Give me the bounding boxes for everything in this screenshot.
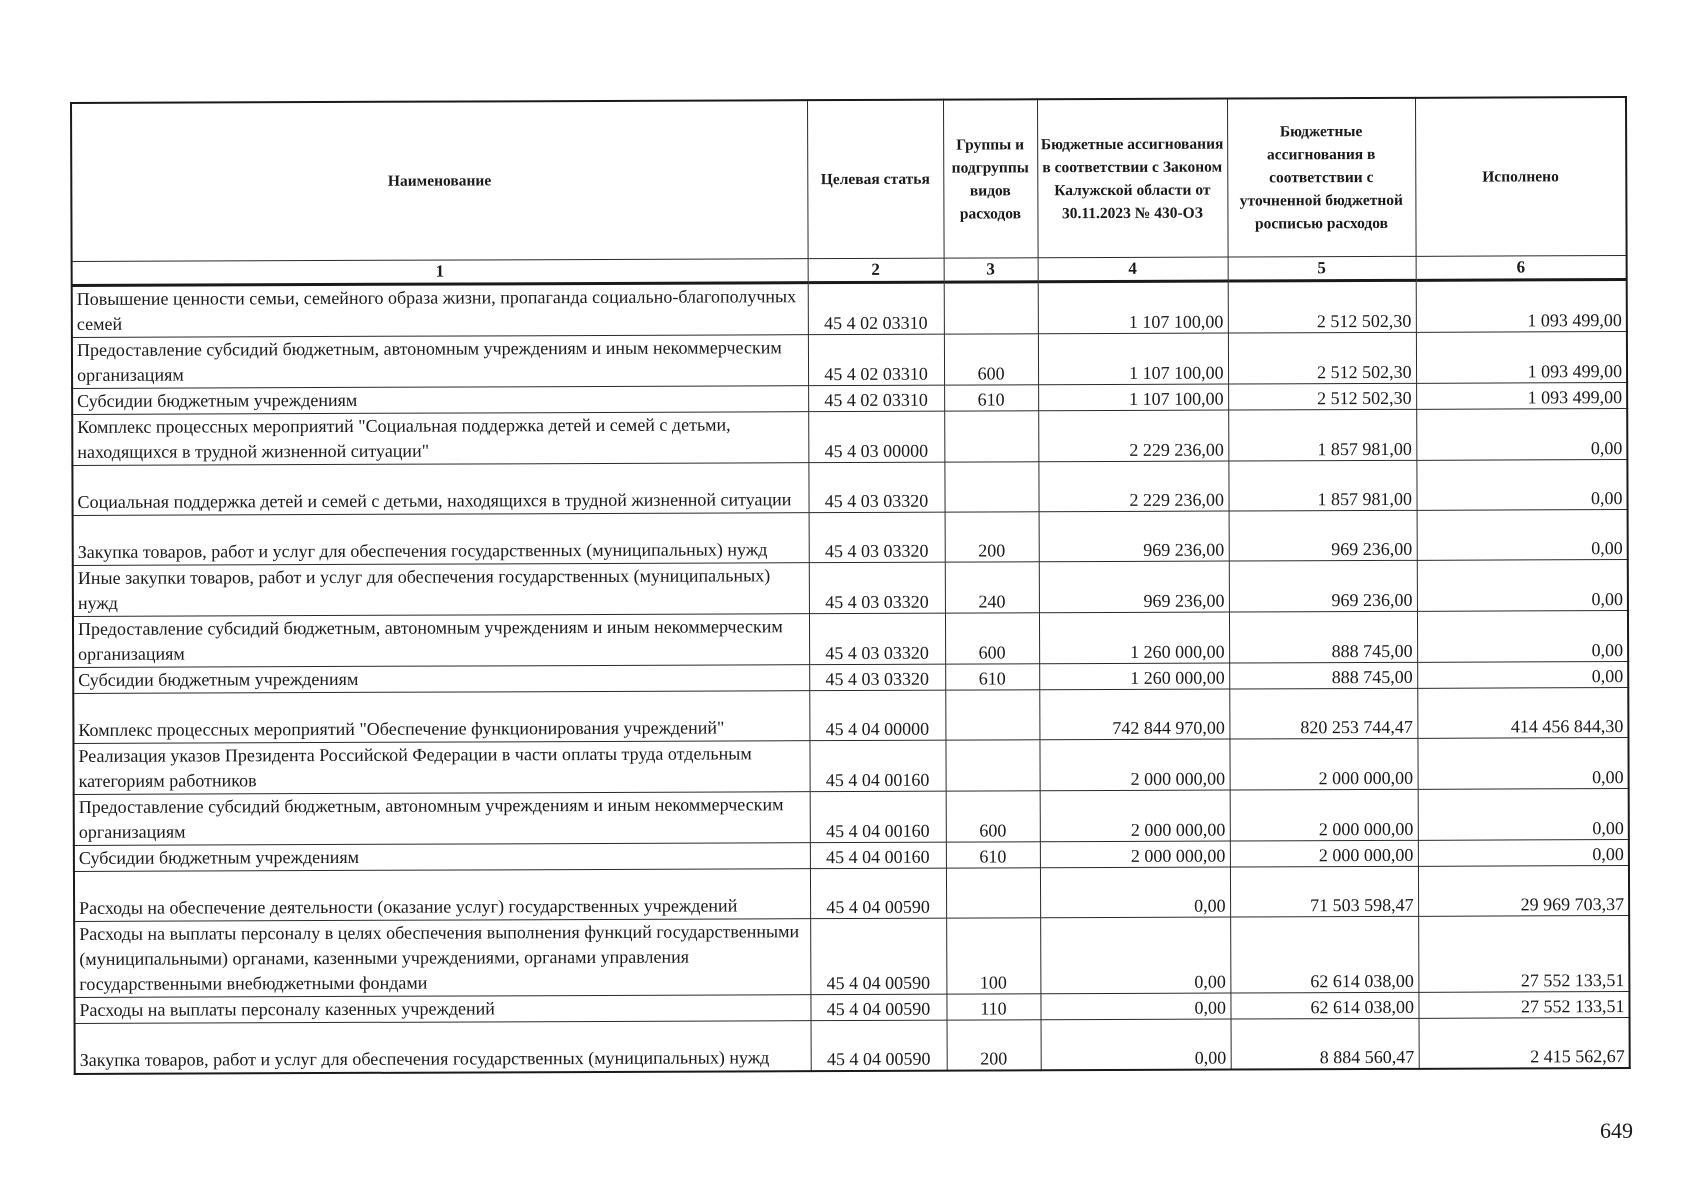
row-law-amount: 0,00 <box>1040 993 1230 1020</box>
row-target-article: 45 4 04 00160 <box>809 740 945 792</box>
row-executed-amount: 0,00 <box>1417 611 1628 663</box>
row-law-amount: 969 236,00 <box>1039 511 1229 562</box>
row-plan-amount: 71 503 598,47 <box>1230 866 1418 917</box>
row-law-amount: 2 000 000,00 <box>1040 841 1230 868</box>
table-row <box>73 738 1628 795</box>
column-number: 2 <box>808 258 944 283</box>
row-expense-group <box>945 740 1039 791</box>
table-row <box>74 866 1629 922</box>
row-executed-amount: 0,00 <box>1416 460 1627 511</box>
row-plan-amount: 888 745,00 <box>1229 611 1417 663</box>
header-executed: Исполнено <box>1415 97 1627 256</box>
row-law-amount: 2 000 000,00 <box>1040 790 1230 842</box>
column-number: 1 <box>72 259 808 286</box>
row-name: Субсидии бюджетным учреждениям <box>74 843 810 872</box>
row-executed-amount: 27 552 133,51 <box>1418 992 1629 1019</box>
row-law-amount: 2 000 000,00 <box>1039 739 1229 791</box>
table-row <box>72 332 1627 389</box>
table-row <box>72 280 1627 338</box>
row-target-article: 45 4 03 03320 <box>809 512 945 563</box>
table-row <box>73 560 1628 617</box>
row-plan-amount: 2 512 502,30 <box>1228 383 1416 410</box>
row-target-article: 45 4 03 03320 <box>809 664 945 691</box>
row-name: Повышение ценности семьи, семейного образа жизни, пропаганда социально-благополучных семей <box>72 283 808 338</box>
row-target-article: 45 4 04 00160 <box>810 842 946 869</box>
row-target-article: 45 4 02 03310 <box>808 334 944 386</box>
row-target-article: 45 4 03 03320 <box>809 613 945 665</box>
column-number: 4 <box>1038 257 1228 282</box>
row-target-article: 45 4 02 03310 <box>808 282 944 335</box>
row-law-amount: 0,00 <box>1040 867 1230 918</box>
row-target-article: 45 4 04 00590 <box>811 1020 947 1071</box>
row-expense-group <box>944 462 1038 512</box>
row-target-article: 45 4 03 03320 <box>809 562 945 614</box>
row-expense-group: 100 <box>946 918 1040 994</box>
row-expense-group <box>944 282 1038 334</box>
row-plan-amount: 62 614 038,00 <box>1230 916 1418 993</box>
row-target-article: 45 4 02 03310 <box>808 385 944 412</box>
row-name: Реализация указов Президента Российской Федерации в части оплаты труда отдельным категориям работников <box>73 741 809 795</box>
row-plan-amount: 888 745,00 <box>1229 662 1417 689</box>
row-executed-amount: 0,00 <box>1417 560 1628 612</box>
row-name: Расходы на выплаты персоналу казенных учреждений <box>74 995 810 1024</box>
row-plan-amount: 1 857 981,00 <box>1228 460 1416 511</box>
row-name: Комплекс процессных мероприятий "Социальная поддержка детей и семей с детьми, находящихся в трудной жизненной ситуации" <box>72 412 808 466</box>
header-refined-allocations: Бюджетные ассигнования в соответствии с уточненной бюджетной росписью расходов <box>1227 98 1416 257</box>
row-plan-amount: 62 614 038,00 <box>1230 992 1418 1019</box>
row-name: Расходы на выплаты персоналу в целях обеспечения выполнения функций государственными (муниципальными) органами, казенными учреждениями, органами управления государственными внебюджетными фондами <box>74 919 810 998</box>
row-name: Социальная поддержка детей и семей с детьми, находящихся в трудной жизненной ситуации <box>72 463 808 516</box>
row-expense-group: 110 <box>946 994 1040 1020</box>
row-executed-amount: 1 093 499,00 <box>1416 280 1627 333</box>
row-law-amount: 1 107 100,00 <box>1038 281 1228 334</box>
row-name: Предоставление субсидий бюджетным, автономным учреждениям и иным некоммерческим организациям <box>72 335 808 389</box>
row-executed-amount: 29 969 703,37 <box>1418 866 1629 917</box>
row-law-amount: 1 260 000,00 <box>1039 663 1229 690</box>
row-target-article: 45 4 04 00160 <box>810 791 946 843</box>
row-plan-amount: 2 512 502,30 <box>1228 332 1416 384</box>
column-number: 6 <box>1416 256 1627 281</box>
row-name: Субсидии бюджетным учреждениям <box>72 386 808 415</box>
row-law-amount: 2 229 236,00 <box>1038 461 1228 512</box>
row-expense-group: 610 <box>946 842 1040 868</box>
table-row <box>73 688 1628 744</box>
row-law-amount: 1 260 000,00 <box>1039 612 1229 664</box>
row-executed-amount: 0,00 <box>1416 409 1627 461</box>
row-name: Расходы на обеспечение деятельности (оказание услуг) государственных учреждений <box>74 869 810 922</box>
row-expense-group: 240 <box>945 562 1039 613</box>
row-plan-amount: 1 857 981,00 <box>1228 409 1416 461</box>
row-executed-amount: 0,00 <box>1417 662 1628 689</box>
row-target-article: 45 4 03 00000 <box>808 411 944 463</box>
column-number: 3 <box>944 258 1038 282</box>
budget-table <box>70 96 1631 1074</box>
row-expense-group: 200 <box>945 512 1039 562</box>
row-name: Комплекс процессных мероприятий "Обеспечение функционирования учреждений" <box>73 691 809 744</box>
header-target-article: Целевая статья <box>807 100 944 259</box>
row-law-amount: 2 229 236,00 <box>1038 410 1228 462</box>
row-target-article: 45 4 04 00590 <box>810 868 946 919</box>
row-name: Предоставление субсидий бюджетным, автономным учреждениям и иным некоммерческим организациям <box>74 792 810 846</box>
row-plan-amount: 969 236,00 <box>1229 510 1417 561</box>
row-law-amount: 1 107 100,00 <box>1038 333 1228 385</box>
row-executed-amount: 0,00 <box>1417 510 1628 561</box>
table-header <box>71 97 1627 285</box>
row-expense-group <box>945 690 1039 740</box>
header-expense-groups: Группы и подгруппы видов расходов <box>943 99 1038 258</box>
row-plan-amount: 2 512 502,30 <box>1228 280 1416 333</box>
header-row <box>71 97 1627 261</box>
row-executed-amount: 1 093 499,00 <box>1416 332 1627 384</box>
table-row <box>73 611 1628 668</box>
table-row <box>74 916 1629 998</box>
row-target-article: 45 4 04 00590 <box>810 994 946 1021</box>
table-body <box>72 280 1630 1074</box>
row-name: Иные закупки товаров, работ и услуг для обеспечения государственных (муниципальных) нужд <box>73 563 809 617</box>
column-number: 5 <box>1228 256 1416 281</box>
row-expense-group <box>944 411 1038 462</box>
table-row <box>74 789 1629 846</box>
row-plan-amount: 820 253 744,47 <box>1229 688 1417 739</box>
row-target-article: 45 4 04 00000 <box>809 690 945 741</box>
row-executed-amount: 414 456 844,30 <box>1417 688 1628 739</box>
row-expense-group: 610 <box>944 385 1038 411</box>
row-expense-group: 610 <box>945 664 1039 690</box>
row-plan-amount: 2 000 000,00 <box>1230 840 1418 867</box>
table-row <box>72 409 1627 466</box>
row-expense-group: 200 <box>947 1020 1041 1070</box>
row-executed-amount: 2 415 562,67 <box>1419 1018 1630 1069</box>
page-number: 649 <box>1600 1118 1633 1143</box>
row-name: Закупка товаров, работ и услуг для обеспечения государственных (муниципальных) нужд <box>75 1021 811 1074</box>
row-expense-group: 600 <box>945 613 1039 664</box>
row-name: Закупка товаров, работ и услуг для обеспечения государственных (муниципальных) нужд <box>73 513 809 566</box>
row-plan-amount: 2 000 000,00 <box>1230 789 1418 841</box>
row-plan-amount: 969 236,00 <box>1229 560 1417 612</box>
table-row <box>72 460 1627 516</box>
row-expense-group: 600 <box>946 791 1040 842</box>
row-expense-group: 600 <box>944 334 1038 385</box>
row-executed-amount: 0,00 <box>1418 789 1629 841</box>
header-name: Наименование <box>71 100 808 261</box>
row-target-article: 45 4 04 00590 <box>810 918 946 995</box>
row-executed-amount: 0,00 <box>1417 738 1628 790</box>
row-executed-amount: 1 093 499,00 <box>1416 383 1627 410</box>
row-plan-amount: 8 884 560,47 <box>1231 1018 1419 1069</box>
row-law-amount: 0,00 <box>1040 917 1230 994</box>
row-target-article: 45 4 03 03320 <box>808 462 944 513</box>
row-law-amount: 1 107 100,00 <box>1038 384 1228 411</box>
row-executed-amount: 27 552 133,51 <box>1418 916 1629 993</box>
header-law-allocations: Бюджетные ассигнования в соответствии с Законом Калужской области от 30.11.2023 № 430-ОЗ <box>1037 99 1228 258</box>
row-executed-amount: 0,00 <box>1418 840 1629 867</box>
row-name: Предоставление субсидий бюджетным, автономным учреждениям и иным некоммерческим организациям <box>73 614 809 668</box>
row-law-amount: 969 236,00 <box>1039 561 1229 613</box>
table-row <box>75 1018 1630 1074</box>
row-name: Субсидии бюджетным учреждениям <box>73 665 809 694</box>
row-law-amount: 742 844 970,00 <box>1039 689 1229 740</box>
row-plan-amount: 2 000 000,00 <box>1229 738 1417 790</box>
row-expense-group <box>946 868 1040 918</box>
row-law-amount: 0,00 <box>1041 1019 1231 1070</box>
table-row <box>73 510 1628 566</box>
